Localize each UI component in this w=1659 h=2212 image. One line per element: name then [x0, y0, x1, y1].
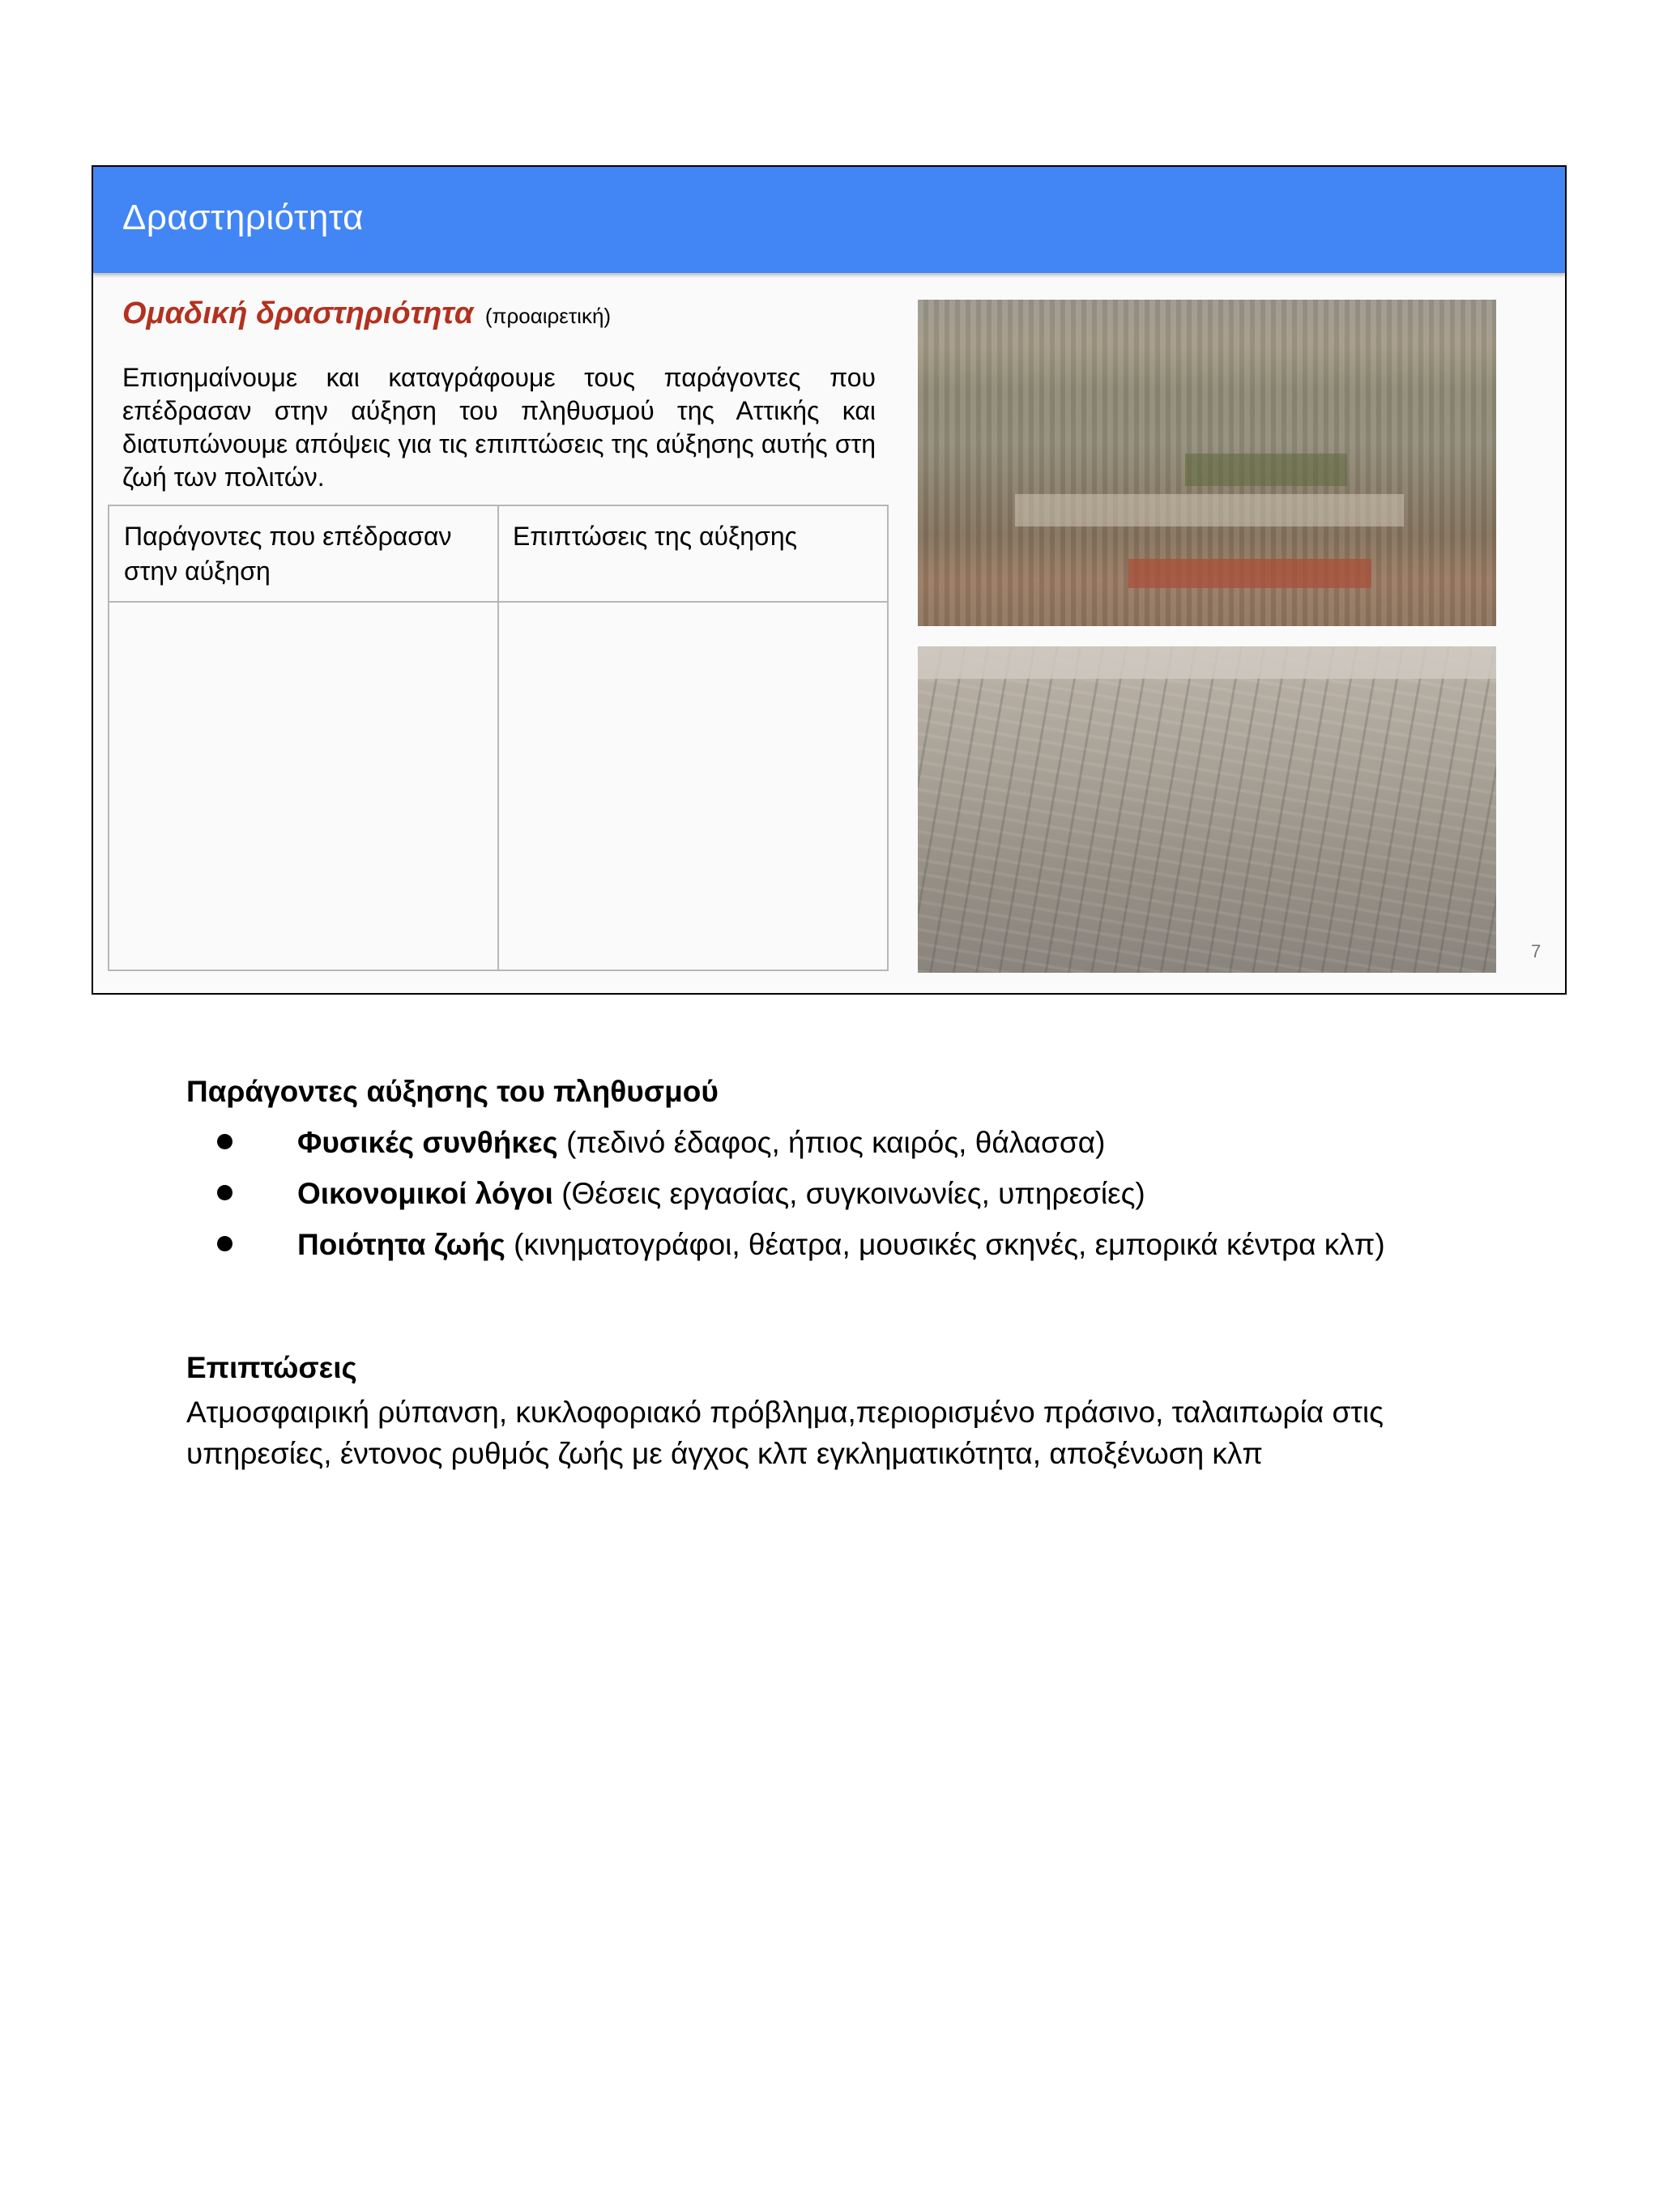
activity-table [108, 505, 889, 971]
slide-title: Δραστηριότητα [122, 198, 365, 237]
activity-optional-label: (προαιρετική) [484, 304, 612, 328]
table-column-divider [497, 506, 499, 970]
bullet-icon [217, 1236, 232, 1251]
factor-keyword: Ποιότητα ζωής [297, 1228, 505, 1261]
bullet-icon [217, 1185, 232, 1200]
list-item [186, 1224, 1482, 1265]
factor-detail: (πεδινό έδαφος, ήπιος καιρός, θάλασσα) [557, 1126, 1106, 1159]
slide-page-number: 7 [1531, 941, 1542, 961]
slide-header-bar [93, 167, 1565, 273]
factors-title: Παράγοντες αύξησης του πληθυσμού [186, 1075, 719, 1108]
activity-title: Ομαδική δραστηριότητα [122, 296, 474, 330]
table-header-impacts: Επιπτώσεις της αύξησης [513, 522, 798, 551]
impacts-title: Επιπτώσεις [186, 1351, 357, 1384]
table-header-factors: Παράγοντες που επέδρασαν στην αύξηση [124, 522, 452, 586]
factors-list [186, 1122, 1482, 1275]
impacts-text: Ατμοσφαιρική ρύπανση, κυκλοφοριακό πρόβλημα,περιορισμένο πράσινο, ταλαιπωρία στις υπηρεσίες, έντονος ρυθμός ζωής με άγχος κλπ εγκληματικότητα, αποξένωση κλπ [186, 1396, 1384, 1470]
athens-aerial-photo-1 [918, 300, 1496, 626]
slide [92, 165, 1567, 995]
table-header-divider [109, 601, 887, 603]
factor-keyword: Φυσικές συνθήκες [297, 1126, 558, 1159]
list-item [186, 1122, 1482, 1163]
bullet-icon [217, 1134, 232, 1149]
list-item [186, 1173, 1482, 1214]
factor-detail: (Θέσεις εργασίας, συγκοινωνίες, υπηρεσίες) [552, 1177, 1145, 1210]
activity-heading [122, 296, 611, 331]
factor-keyword: Οικονομικοί λόγοι [297, 1177, 553, 1210]
factor-detail: (κινηματογράφοι, θέατρα, μουσικές σκηνές, εμπορικά κέντρα κλπ) [505, 1228, 1385, 1261]
activity-instructions: Επισημαίνουμε και καταγράφουμε τους παράγοντες που επέδρασαν στην αύξηση του πληθυσμού της Αττικής και διατυπώνουμε απόψεις για τις επιπτώσεις της αύξησης αυτής στη ζωή των πολιτών. [122, 363, 876, 492]
athens-aerial-photo-2 [918, 646, 1496, 973]
